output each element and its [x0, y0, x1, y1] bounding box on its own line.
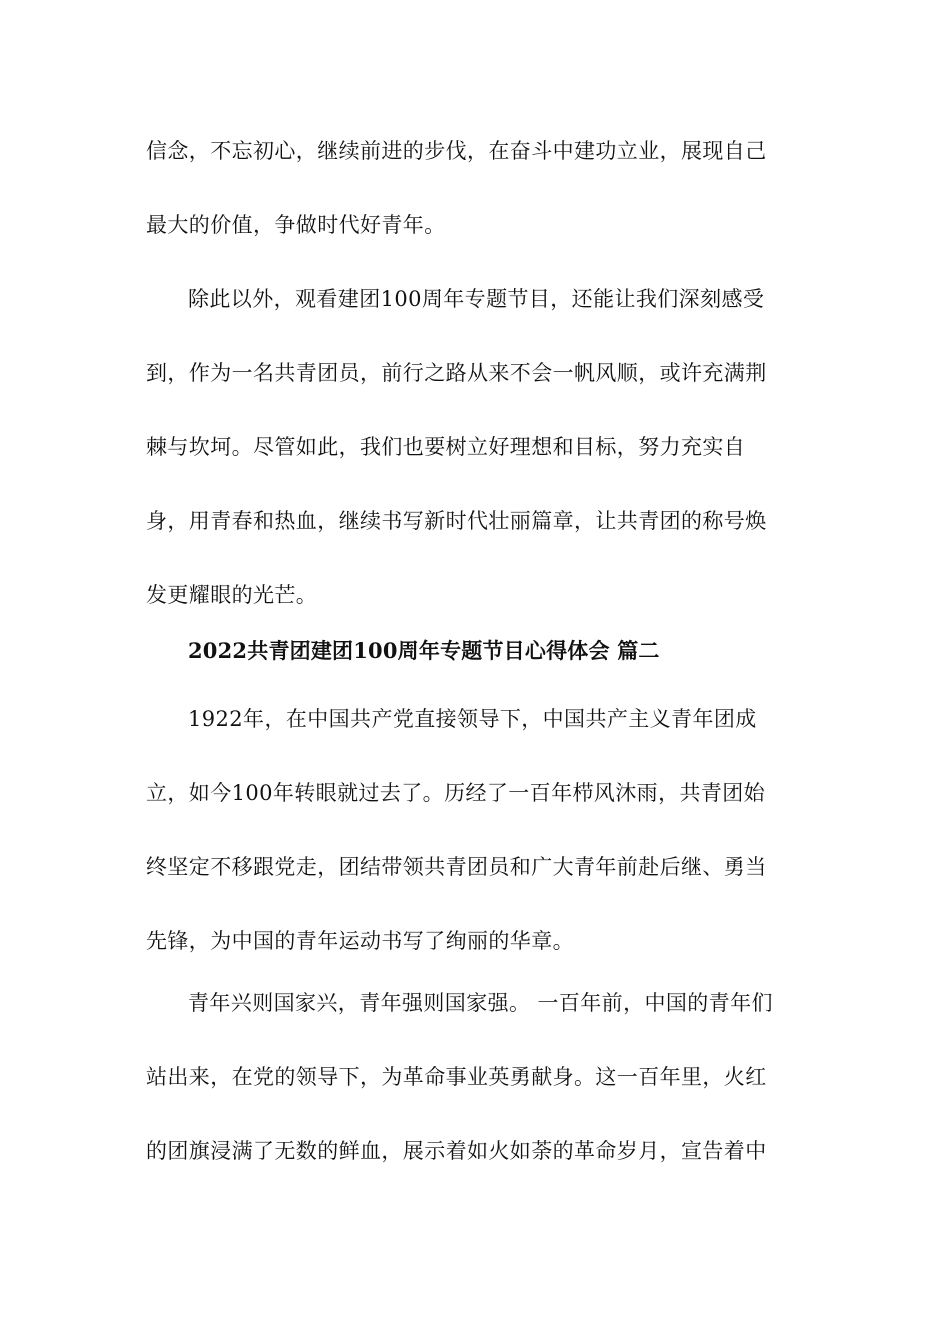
paragraph-line: 1922年，在中国共产党直接领导下，中国共产主义青年团成: [188, 707, 757, 731]
section-heading: 2022共青团建团100周年专题节目心得体会 篇二: [188, 638, 660, 663]
paragraph-line: 最大的价值，争做时代好青年。: [146, 213, 446, 237]
paragraph-line: 站出来，在党的领导下，为革命事业英勇献身。这一百年里，火红: [146, 1065, 767, 1089]
paragraph-line: 青年兴则国家兴，青年强则国家强。 一百年前，中国的青年们: [188, 991, 773, 1015]
paragraph-line: 先锋，为中国的青年运动书写了绚丽的华章。: [146, 929, 574, 953]
paragraph-line: 身，用青春和热血，继续书写新时代壮丽篇章，让共青团的称号焕: [146, 509, 767, 533]
paragraph-line: 棘与坎坷。尽管如此，我们也要树立好理想和目标，努力充实自: [146, 435, 746, 459]
paragraph-line: 发更耀眼的光芒。: [146, 583, 318, 607]
paragraph-line: 终坚定不移跟党走，团结带领共青团员和广大青年前赴后继、勇当: [146, 855, 767, 879]
paragraph-line: 除此以外，观看建团100周年专题节目，还能让我们深刻感受: [188, 287, 765, 311]
paragraph-line: 立，如今100年转眼就过去了。历经了一百年栉风沐雨，共青团始: [146, 781, 766, 805]
paragraph-line: 到，作为一名共青团员，前行之路从来不会一帆风顺，或许充满荆: [146, 361, 767, 385]
paragraph-line: 信念，不忘初心，继续前进的步伐，在奋斗中建功立业，展现自己: [146, 139, 767, 163]
paragraph-line: 的团旗浸满了无数的鲜血，展示着如火如荼的革命岁月，宣告着中: [146, 1139, 767, 1163]
